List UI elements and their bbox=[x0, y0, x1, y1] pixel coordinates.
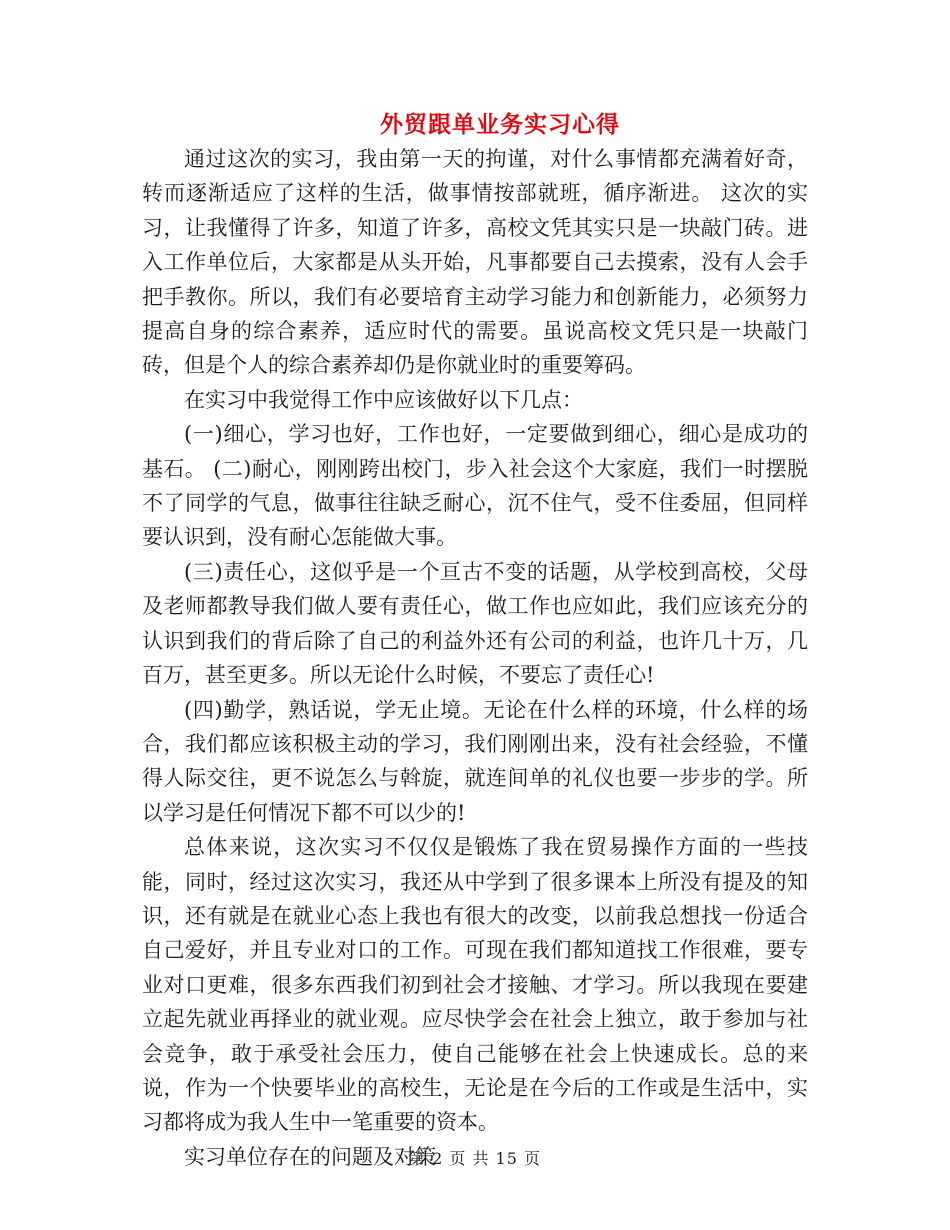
paragraph-summary: 总体来说，这次实习不仅仅是锻炼了我在贸易操作方面的一些技能，同时，经过这次实习，我还从中学到了很多课本上所没有提及的知识，还有就是在就业心态上我也有很大的改变，以前我总想找一份适合自己爱好，并且专业对口的工作。可现在我们都知道找工作很难，要专业对口更难，很多东西我们初到社会才接触、才学习。所以我现在要建立起先就业再择业的就业观。应尽快学会在社会上独立，敢于参加与社会竞争，敢于承受社会压力，使自己能够在社会上快速成长。总的来说，作为一个快要毕业的高校生，无论是在今后的工作或是生活中，实习都将成为我人生中一笔重要的资本。 bbox=[142, 835, 808, 1135]
paragraph-point-3: (三)责任心，这似乎是一个亘古不变的话题，从学校到高校，父母及老师都教导我们做人要有责任心，做工作也应如此，我们应该充分的认识到我们的背后除了自己的利益外还有公司的利益，也许几十万，几百万，甚至更多。所以无论什么时候，不要忘了责任心! bbox=[142, 559, 808, 688]
paragraph-points-heading: 在实习中我觉得工作中应该做好以下几点： bbox=[184, 387, 583, 412]
document-body bbox=[142, 142, 808, 1174]
document-title: 外贸跟单业务实习心得 bbox=[380, 112, 620, 138]
page-number-footer: 第 2 页 共 15 页 bbox=[409, 1149, 541, 1168]
paragraph-intro: 通过这次的实习，我由第一天的拘谨，对什么事情都充满着好奇，转而逐渐适应了这样的生活，做事情按部就班，循序渐进。 这次的实习，让我懂得了许多，知道了许多，高校文凭其实只是一块敲门砖。进入工作单位后，大家都是从头开始，凡事都要自己去摸索，没有人会手把手教你。所以，我们有必要培育主动学习能力和创新能力，必须努力提高自身的综合素养，适应时代的需要。虽说高校文凭只是一块敲门砖，但是个人的综合素养却仍是你就业时的重要筹码。 bbox=[142, 147, 808, 378]
paragraph-point-1-2: (一)细心，学习也好，工作也好，一定要做到细心，细心是成功的基石。 (二)耐心，刚刚跨出校门，步入社会这个大家庭，我们一时摆脱不了同学的气息，做事往往缺乏耐心，沉不住气，受不住委屈，但同样要认识到，没有耐心怎能做大事。 bbox=[142, 422, 808, 550]
paragraph-section-heading: 实习单位存在的问题及对策 bbox=[184, 1144, 436, 1169]
paragraph-point-4: (四)勤学，熟话说，学无止境。无论在什么样的环境，什么样的场合，我们都应该积极主动的学习，我们刚刚出来，没有社会经验，不懂得人际交往，更不说怎么与斡旋，就连间单的礼仪也要一步步的学。所以学习是任何情况下都不可以少的! bbox=[142, 697, 808, 825]
